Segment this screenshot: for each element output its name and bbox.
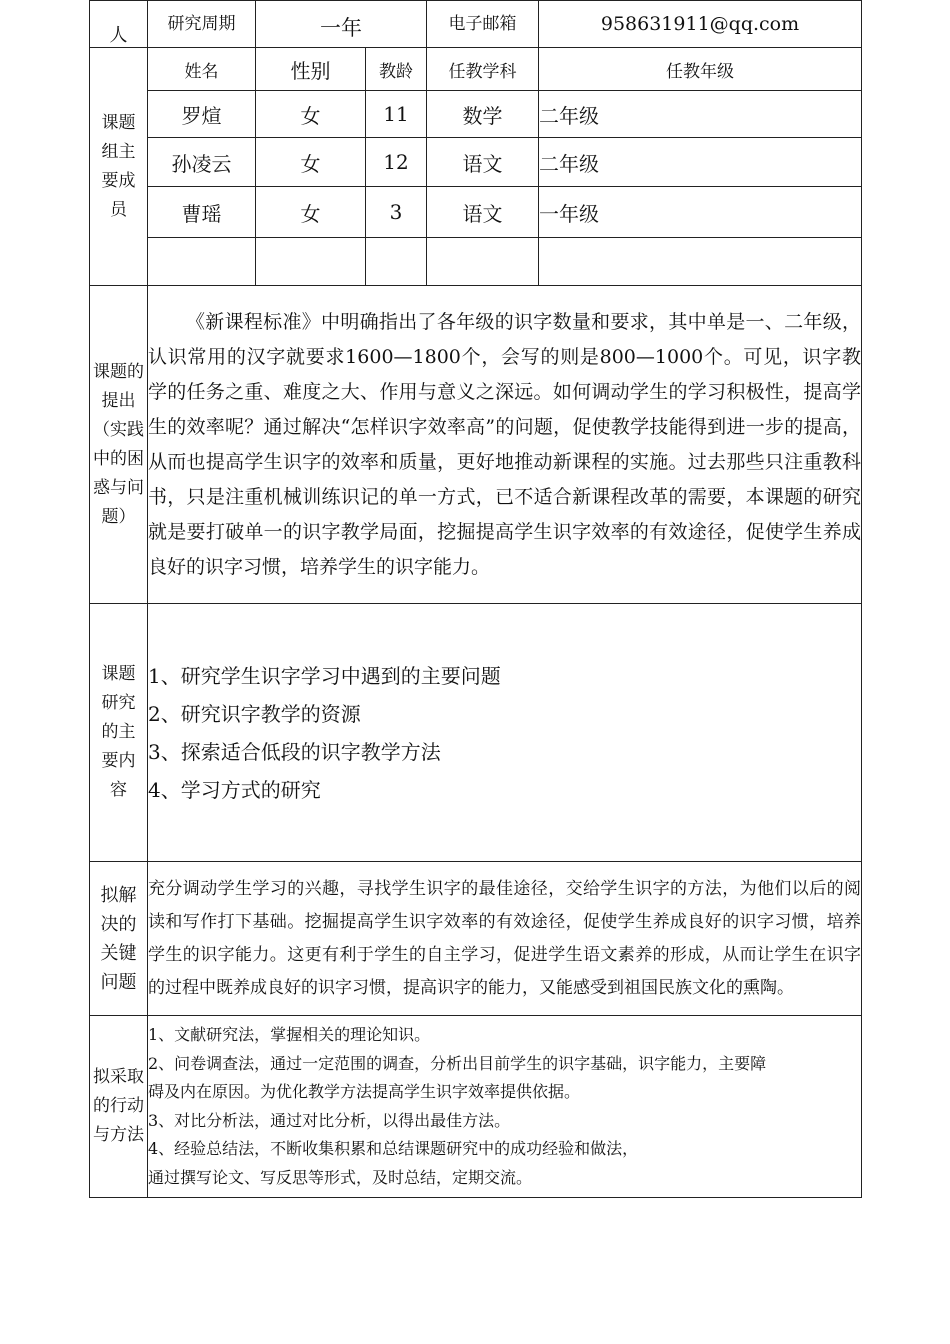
member-name: 罗煊 <box>148 91 256 138</box>
list-item: 3、探索适合低段的识字教学方法 <box>148 739 441 764</box>
header-row <box>90 1 862 48</box>
member-name <box>148 238 256 286</box>
members-header-row <box>90 48 862 91</box>
table-row <box>90 238 862 286</box>
table-row <box>90 91 862 138</box>
column-header-grade: 任教年级 <box>539 48 862 91</box>
corner-label: 人 <box>90 1 148 48</box>
column-header-years: 教龄 <box>366 48 427 91</box>
member-subject: 数学 <box>427 91 539 138</box>
problem-row <box>90 286 862 604</box>
problem-label: 课题的提出（实践中的困惑与问题） <box>90 286 148 604</box>
table-row <box>90 187 862 238</box>
member-grade: 二年级 <box>539 138 862 187</box>
members-section-label: 课题组主要成员 <box>90 48 148 286</box>
member-name: 孙凌云 <box>148 138 256 187</box>
period-value: 一年 <box>256 1 427 48</box>
email-label: 电子邮箱 <box>427 1 539 48</box>
table-row <box>90 138 862 187</box>
member-years: 3 <box>366 187 427 238</box>
member-subject: 语文 <box>427 187 539 238</box>
list-item: 2、研究识字教学的资源 <box>148 701 361 726</box>
member-years <box>366 238 427 286</box>
research-form-table <box>89 0 862 1198</box>
column-header-subject: 任教学科 <box>427 48 539 91</box>
member-gender: 女 <box>256 138 366 187</box>
content-row <box>90 604 862 862</box>
member-gender: 女 <box>256 91 366 138</box>
member-subject <box>427 238 539 286</box>
member-gender: 女 <box>256 187 366 238</box>
member-grade <box>539 238 862 286</box>
period-label: 研究周期 <box>148 1 256 48</box>
list-item: 1、研究学生识字学习中遇到的主要问题 <box>148 663 501 688</box>
key-issues-text: 充分调动学生学习的兴趣，寻找学生识字的最佳途径，交给学生识字的方法，为他们以后的阅读和写作打下基础。挖掘提高学生识字效率的有效途径，促使学生养成良好的识字习惯，培养学生的识字能力。这更有利于学生的自主学习，促进学生语文素养的形成，从而让学生在识字的过程中既养成良好的识字习惯，提高识字的能力，又能感受到祖国民族文化的熏陶。 <box>148 862 862 1016</box>
email-value: 958631911@qq.com <box>539 1 862 48</box>
methods-list <box>148 1016 862 1198</box>
problem-text: 《新课程标准》中明确指出了各年级的识字数量和要求，其中单是一、二年级，认识常用的汉字就要求1600—1800个，会写的则是800—1000个。可见，识字教学的任务之重、难度之大、作用与意义之深远。如何调动学生的学习积极性，提高学生的效率呢？通过解决“怎样识字效率高”的问题，促使教学技能得到进一步的提高，从而也提高学生识字的效率和质量，更好地推动新课程的实施。过去那些只注重教科书，只是注重机械训练识记的单一方式，已不适合新课程改革的需要，本课题的研究就是要打破单一的识字教学局面，挖掘提高学生识字效率的有效途径，促使学生养成良好的识字习惯，培养学生的识字能力。 <box>148 286 862 604</box>
method-line: 2、问卷调查法，通过一定范围的调查，分析出目前学生的识字基础，识字能力，主要障 <box>148 1053 767 1073</box>
method-line: 3、对比分析法，通过对比分析，以得出最佳方法。 <box>148 1110 511 1130</box>
column-header-name: 姓名 <box>148 48 256 91</box>
key-issues-label: 拟解决的关键问题 <box>90 862 148 1016</box>
member-grade: 二年级 <box>539 91 862 138</box>
method-line: 通过撰写论文、写反思等形式，及时总结，定期交流。 <box>148 1167 533 1187</box>
method-line: 碍及内在原因。为优化教学方法提高学生识字效率提供依据。 <box>148 1082 581 1101</box>
key-issues-row <box>90 862 862 1016</box>
content-list <box>148 604 862 862</box>
methods-row <box>90 1016 862 1198</box>
member-years: 11 <box>366 91 427 138</box>
member-grade: 一年级 <box>539 187 862 238</box>
list-item: 4、学习方式的研究 <box>148 777 321 802</box>
member-years: 12 <box>366 138 427 187</box>
methods-label: 拟采取的行动与方法 <box>90 1016 148 1198</box>
member-gender <box>256 238 366 286</box>
method-line: 1、文献研究法，掌握相关的理论知识。 <box>148 1025 431 1044</box>
member-name: 曹瑶 <box>148 187 256 238</box>
content-label: 课题研究的主要内容 <box>90 604 148 862</box>
member-subject: 语文 <box>427 138 539 187</box>
method-line: 4、经验总结法，不断收集积累和总结课题研究中的成功经验和做法， <box>148 1139 639 1158</box>
column-header-gender: 性别 <box>256 48 366 91</box>
